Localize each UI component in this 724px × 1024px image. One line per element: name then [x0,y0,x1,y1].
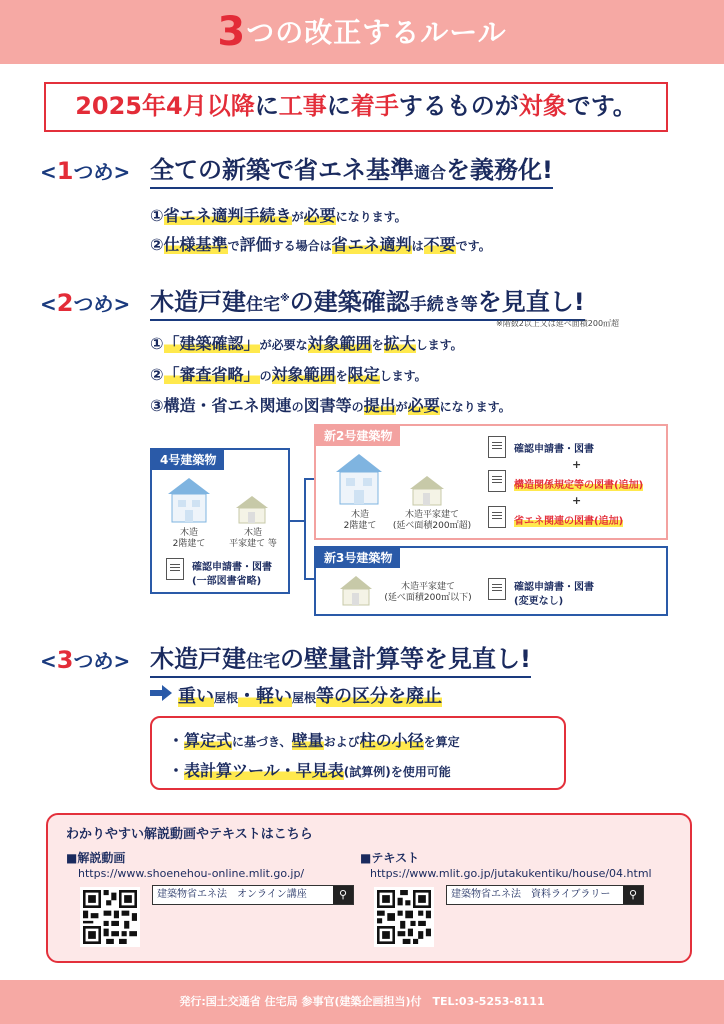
text-url[interactable]: https://www.mlit.go.jp/jutakukentiku/house/04.html [370,867,652,880]
rule3-label: <3つめ> [40,646,131,674]
connector-line [290,520,304,522]
links-panel [46,813,692,963]
box-new-2go-doc-structure: 構造関係規定等の図書(追加) [514,476,643,491]
links-title: わかりやすい解説動画やテキストはこちら [66,827,313,842]
plus-sign: + [572,458,582,471]
box-new-3go-doc-note: (変更なし) [514,596,564,607]
box-new-3go [314,546,668,616]
document-icon [488,436,506,458]
rule1-label: <1つめ> [40,157,131,185]
page-title: 3つの改正するルール [217,9,507,55]
house-2story-label: 木造 2階建て [172,528,206,549]
house-1story-label: 木造平家建て (延べ面積200㎡以下) [384,582,472,603]
rule3-heading: 木造戸建住宅の壁量計算等を見直し! [150,639,531,678]
connector-bracket [304,478,314,580]
house-2story-icon [334,452,384,506]
plus-sign: + [572,494,582,507]
box-4go-doc: 確認申請書・図書 [192,562,272,573]
magnifier-icon[interactable]: ⚲ [623,886,643,904]
rule3-subheading: 重い屋根・軽い屋根等の区分を廃止 [178,686,443,707]
box-new-2go-tab: 新2号建築物 [316,426,400,446]
box-4go-doc-note: (一部図書省略) [192,576,262,587]
document-icon [488,578,506,600]
text-search-box[interactable]: 建築物省エネ法 資料ライブラリー ⚲ [446,885,644,905]
text-heading: ■テキスト [360,851,420,865]
rule2-label: <2つめ> [40,289,131,317]
document-icon [488,470,506,492]
target-banner: 2025年4月以降に工事に着手するものが対象です。 [44,82,668,132]
box-4go-tab: 4号建築物 [152,450,224,470]
publisher-info: 発行:国土交通省 住宅局 参事官(建築企画担当)付 TEL:03-5253-8111 [179,995,545,1008]
house-1story-label: 木造平家建て (延べ面積200㎡超) [392,510,472,531]
rule2-note: ※階数2以上又は延べ面積200㎡超 [496,319,620,328]
house-1story-icon [234,494,270,524]
rule1-heading: 全ての新築で省エネ基準適合を義務化! [150,150,553,189]
document-icon [166,558,184,580]
text-qr-code [374,887,434,947]
video-search-box[interactable]: 建築物省エネ法 オンライン講座 ⚲ [152,885,354,905]
house-2story-label: 木造 2階建て [343,510,377,531]
rule2-item-1: ①「建築確認」が必要な対象範囲を拡大します。 [150,334,463,353]
rule1-item-1: ①省エネ適判手続きが必要になります。 [150,206,407,225]
video-heading: ■解説動画 [66,851,126,865]
rule2-item-3: ③構造・省エネ関連の図書等の提出が必要になります。 [150,396,511,415]
video-qr-code [80,887,140,947]
magnifier-icon[interactable]: ⚲ [333,886,353,904]
document-icon [488,506,506,528]
rule1-item-2: ②仕様基準で評価する場合は省エネ適判は不要です。 [150,235,491,254]
rule2-item-2: ②「審査省略」の対象範囲を限定します。 [150,365,427,384]
box-4go [150,448,290,594]
house-1story-label: 木造 平家建て 等 [229,528,277,549]
title-band [0,0,724,64]
house-1story-icon [408,474,446,506]
arrow-right-icon [150,684,172,702]
box-new-2go-doc: 確認申請書・図書 [514,444,594,455]
rule2-heading: 木造戸建住宅※の建築確認手続き等を見直し! [150,282,585,321]
house-2story-icon [166,476,212,524]
qr-code-icon [377,890,431,944]
video-url[interactable]: https://www.shoenehou-online.mlit.go.jp/ [78,867,305,880]
house-1story-icon [338,574,374,606]
box-new-2go [314,424,668,540]
box-new-3go-doc: 確認申請書・図書 [514,582,594,593]
rule3-item-1: ・算定式に基づき、壁量および柱の小径を算定 [168,731,460,750]
box-new-3go-tab: 新3号建築物 [316,548,400,568]
footer-band [0,980,724,1024]
rule3-detail-box [150,716,566,790]
qr-code-icon [83,890,137,944]
rule3-item-2: ・表計算ツール・早見表(試算例)を使用可能 [168,761,451,780]
box-new-2go-doc-energy: 省エネ関連の図書(追加) [514,512,623,527]
